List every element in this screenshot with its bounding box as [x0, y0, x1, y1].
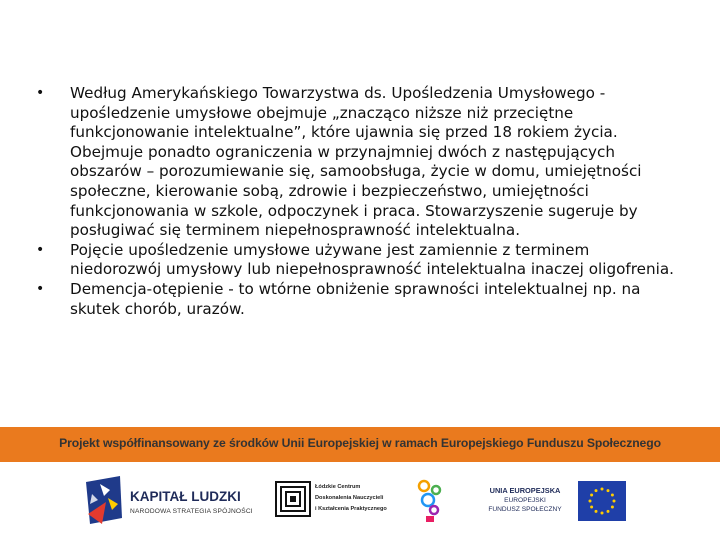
kapital-ludzki-subtitle: NARODOWA STRATEGIA SPÓJNOŚCI — [130, 508, 253, 515]
institution-name-line: Łódzkie Centrum — [315, 484, 361, 490]
bullet-text: Według Amerykańskiego Towarzystwa ds. Upośledzenia Umysłowego - upośledzenie umysłowe obejmuje „znacząco niższe niż przeciętne funkcjonowanie intelektualne”, które ujawnia się przed 18 rokiem życia. Obejmuje ponadto ograniczenia w przynajmniej dwóch z następujących obszarów – porozumiewanie się, samoobsługa, życie w domu, umiejętności społeczne, kierowanie sobą, zdrowie i bezpieczeństwo, umiejętności funkcjonowania w szkole, odpoczynek i praca. Stowarzyszenie sugeruje by posługiwać się terminem niepełnosprawność intelektualna. — [70, 84, 642, 240]
list-item — [36, 84, 676, 241]
eu-union-label: UNIA EUROPEJSKA — [489, 486, 561, 495]
eu-flag-icon — [578, 481, 626, 521]
footer-funding-text: Projekt współfinansowany ze środków Unii Europejskiej w ramach Europejskiego Funduszu Społecznego — [59, 436, 661, 450]
bullet-dot: • — [36, 280, 45, 297]
colorful-logo-icon — [414, 476, 448, 524]
eu-fund-label: FUNDUSZ SPOŁECZNY — [488, 506, 562, 513]
slide-content — [36, 84, 676, 319]
institution-name-line: i Kształcenia Praktycznego — [315, 506, 387, 512]
bullet-text: Demencja-otępienie - to wtórne obniżenie sprawności intelektualnej np. na skutek chorób, urazów. — [70, 279, 641, 318]
bullet-list — [36, 84, 676, 319]
list-item — [36, 241, 676, 280]
institution-logo-icon — [275, 481, 311, 517]
bullet-text: Pojęcie upośledzenie umysłowe używane jest zamiennie z terminem niedorozwój umysłowy lub niepełnosprawność intelektualna inaczej oligofrenia. — [70, 240, 674, 279]
bullet-dot: • — [36, 241, 45, 258]
kapital-ludzki-logo — [82, 474, 126, 526]
eu-fund-label: EUROPEJSKI — [504, 497, 546, 504]
list-item — [36, 280, 676, 319]
institution-name-line: Doskonalenia Nauczycieli — [315, 495, 384, 501]
kapital-ludzki-title: KAPITAŁ LUDZKI — [130, 489, 241, 504]
bullet-dot: • — [36, 85, 45, 101]
